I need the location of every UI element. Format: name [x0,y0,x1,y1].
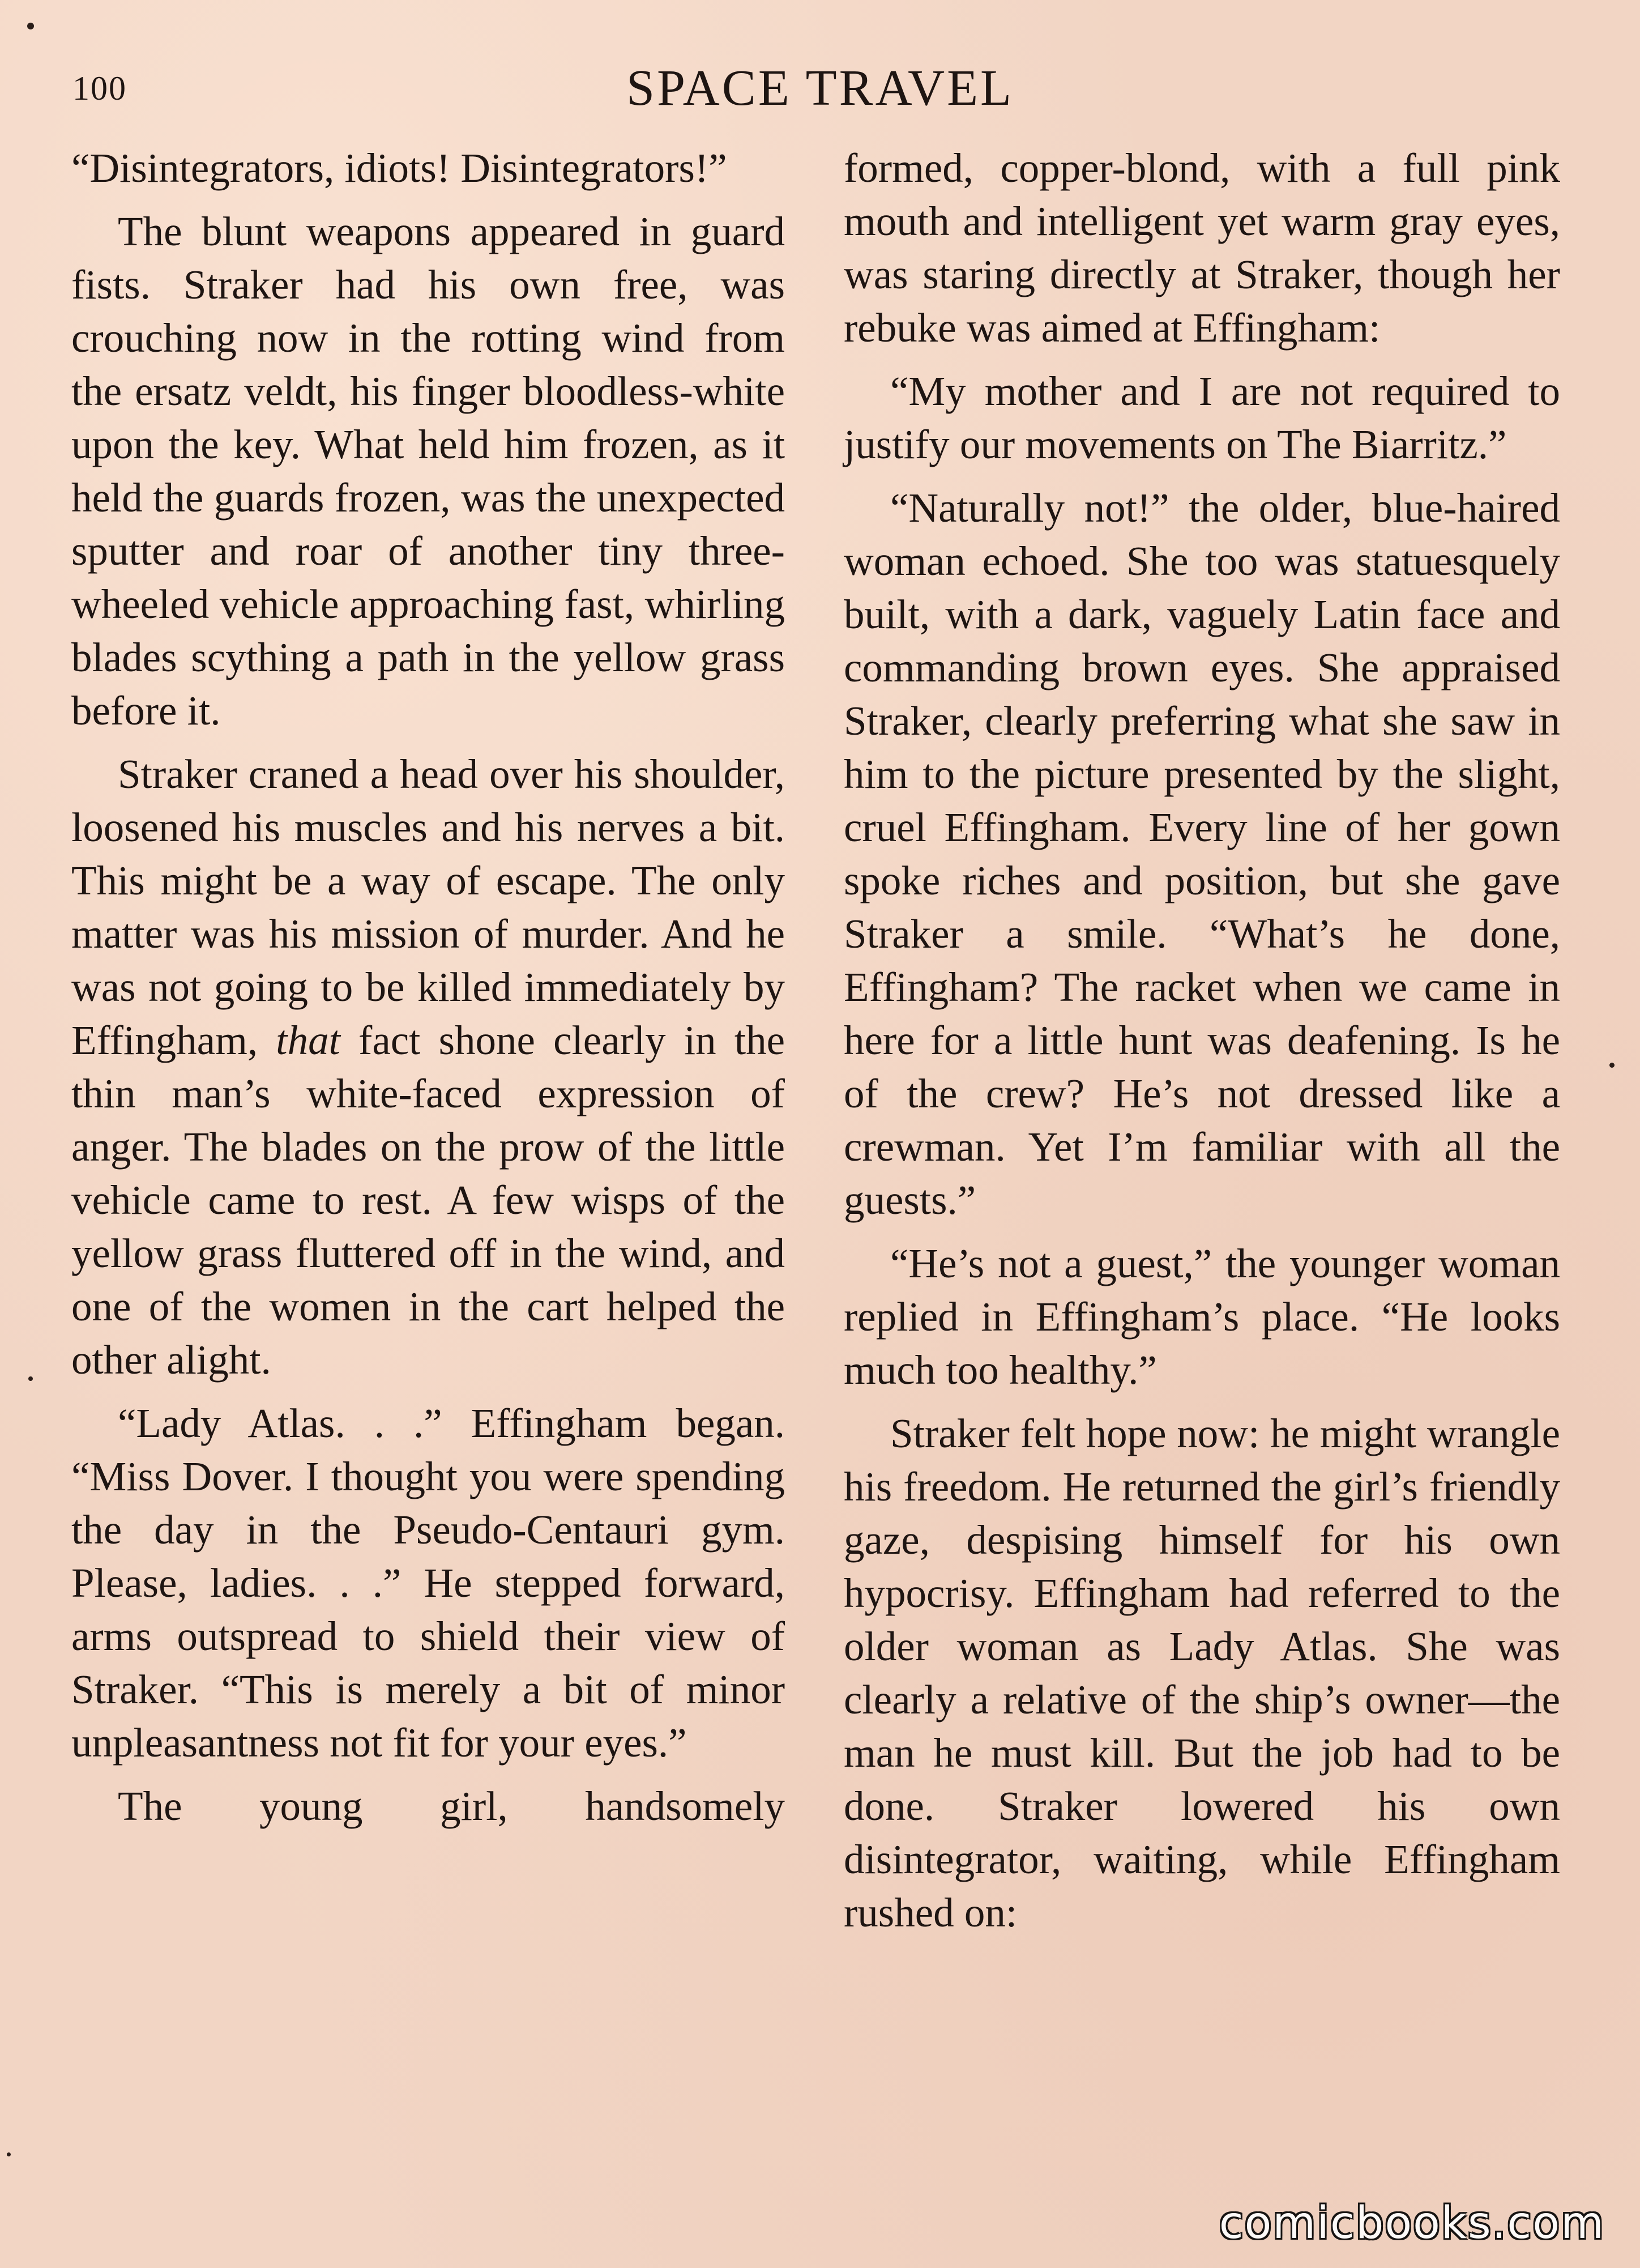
right-paragraph-3: “Naturally not!” the older, blue-haired woman echoed. She too was statuesquely built, with a dark, vaguely Latin face and commanding brown eyes. She appraised Straker, clearly preferring what she saw in him to the picture presented by the slight, cruel Effingham. Every line of her gown spoke riches and position, but she gave Straker a smile. “What’s he done, Effingham? The racket when we came in here for a little hunt was deafening. Is he of the crew? He’s not dressed like a crewman. Yet I’m familiar with all the guests.” [844,485,1560,1223]
left-paragraph-1: “Disintegrators, idiots! Disintegrators!” [71,145,727,191]
right-column [844,142,1560,1950]
ink-speck [7,2152,11,2156]
right-paragraph-2: “My mother and I are not required to justify our movements on The Biarritz.” [844,368,1560,467]
right-paragraph-4: “He’s not a guest,” the younger woman replied in Effingham’s place. “He looks much too healthy.” [844,1240,1560,1393]
right-paragraph-1: formed, copper-blond, with a full pink mouth and intelligent yet warm gray eyes, was staring directly at Straker, though her rebuke was aimed at Effingham: [844,145,1560,351]
ink-speck [27,23,34,29]
ink-speck [1609,1063,1615,1068]
emphasized-word: that [276,1017,340,1063]
running-head: SPACE TRAVEL [626,60,1014,116]
left-paragraph-3: Straker craned a head over his shoulder, loosened his muscles and his nerves a bit. This might be a way of escape. The only matter was his mission of murder. And he was not going to be killed immediately by Effingham, that fact shone clearly in the thin man’s white-faced expression of anger. The blades on the prow of the little vehicle came to rest. A few wisps of the yellow grass fluttered off in the wind, and one of the women in the cart helped the other alight. [71,751,785,1383]
left-paragraph-4: “Lady Atlas. . .” Effingham began. “Miss Dover. I thought you were spending the day in the Pseudo-Centauri gym. Please, ladies. . .” He stepped forward, arms outspread to shield their view of Straker. “This is merely a bit of minor unpleasantness not fit for your eyes.” [71,1400,785,1766]
left-paragraph-2: The blunt weapons appeared in guard fists. Straker had his own free, was crouching now in the rotting wind from the ersatz veldt, his finger bloodless-white upon the key. What held him frozen, as it held the guards frozen, was the unexpected sputter and roar of another tiny three-wheeled vehicle approaching fast, whirling blades scything a path in the yellow grass before it. [71,208,785,734]
watermark-logo: comicbooks.com [1219,2198,1605,2249]
page-number: 100 [72,70,127,107]
left-paragraph-5: The young girl, handsomely [118,1783,785,1829]
right-paragraph-5: Straker felt hope now: he might wrangle his freedom. He returned the girl’s friendly gaze, despising himself for his own hypocrisy. Effingham had referred to the older woman as Lady Atlas. She was clearly a relative of the ship’s owner—the man he must kill. But the job had to be done. Straker lowered his own disintegrator, waiting, while Effingham rushed on: [844,1410,1560,1936]
ink-speck [28,1376,33,1381]
left-column [71,142,785,1843]
